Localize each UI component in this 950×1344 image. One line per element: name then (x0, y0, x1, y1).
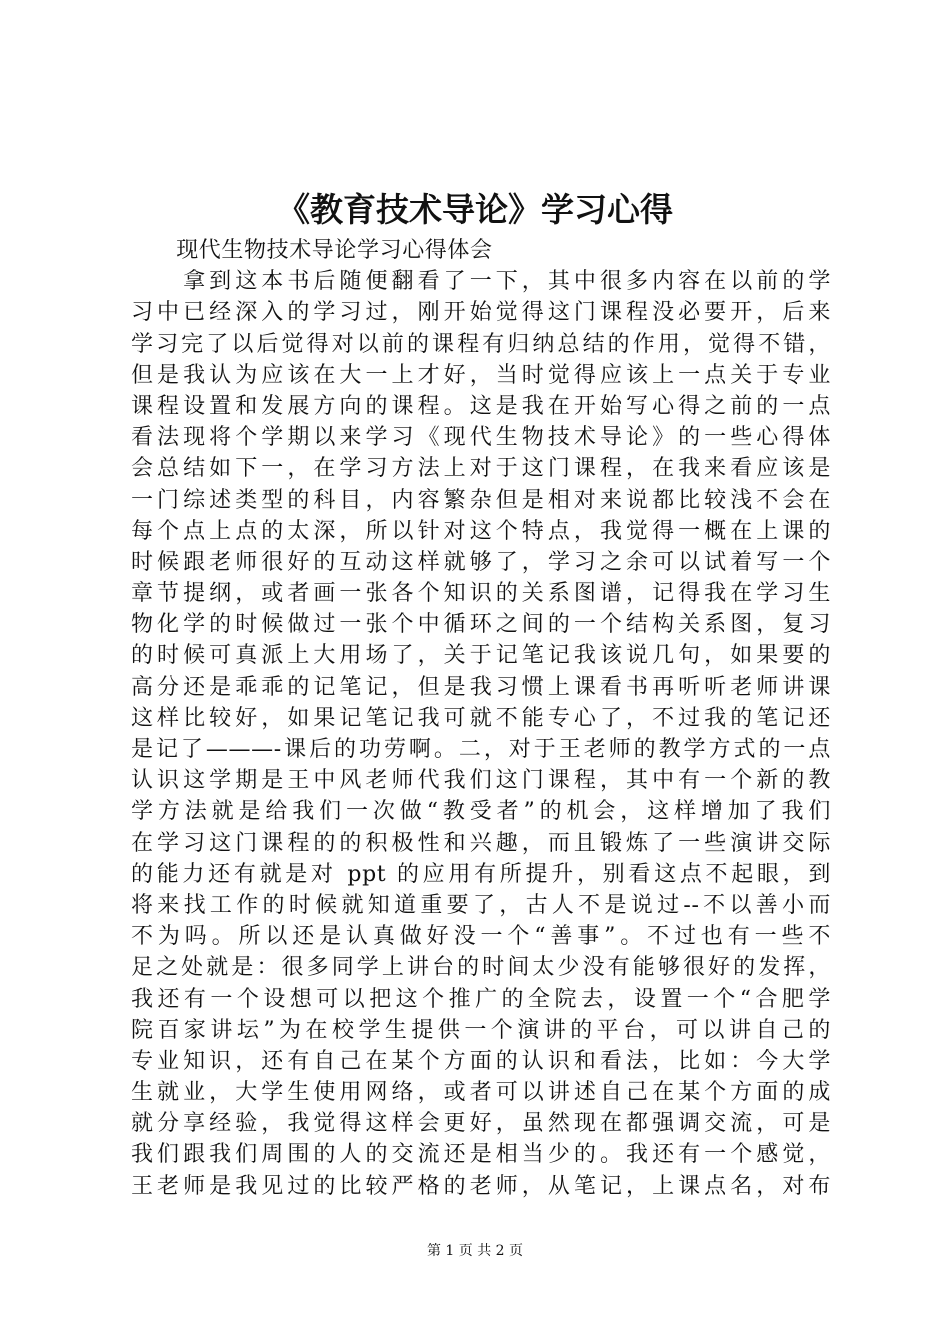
body-line: 将来找工作的时候就知道重要了，古人不是说过--不以善小而 (131, 892, 831, 918)
body-line: 专业知识，还有自己在某个方面的认识和看法，比如：今大学 (131, 1048, 831, 1074)
body-line: 时候跟老师很好的互动这样就够了，学习之余可以试着写一个 (131, 549, 831, 575)
body-line: 习中已经深入的学习过，刚开始觉得这门课程没必要开，后来 (131, 300, 831, 326)
page-title: 《教育技术导论》学习心得 (277, 190, 673, 229)
body-line: 我们跟我们周围的人的交流还是相当少的。我还有一个感觉， (131, 1142, 831, 1168)
body-line: 我还有一个设想可以把这个推广的全院去，设置一个“合肥学 (131, 986, 831, 1012)
body-line: 课程设置和发展方向的课程。这是我在开始写心得之前的一点 (131, 393, 831, 419)
body-line: 会总结如下一，在学习方法上对于这门课程，在我来看应该是 (131, 456, 831, 482)
document-body (131, 235, 831, 1202)
body-line: 是记了———-课后的功劳啊。二，对于王老师的教学方式的一点 (131, 737, 831, 762)
body-line: 在学习这门课程的的积极性和兴趣，而且锻炼了一些演讲交际 (131, 830, 831, 856)
body-line: 每个点上点的太深，所以针对这个特点，我觉得一概在上课的 (131, 518, 831, 544)
body-line: 就分享经验，我觉得这样会更好，虽然现在都强调交流，可是 (131, 1111, 831, 1137)
body-line: 拿到这本书后随便翻看了一下，其中很多内容在以前的学 (131, 269, 831, 295)
body-line: 的能力还有就是对 ppt 的应用有所提升，别看这点不起眼，到 (131, 861, 831, 887)
body-line: 学习完了以后觉得对以前的课程有归纳总结的作用，觉得不错， (131, 331, 831, 357)
page-footer: 第 1 页 共 2 页 (426, 1243, 524, 1259)
body-line: 足之处就是：很多同学上讲台的时间太少没有能够很好的发挥， (131, 955, 831, 981)
body-line: 王老师是我见过的比较严格的老师，从笔记，上课点名，对布 (131, 1173, 831, 1199)
body-line: 章节提纲，或者画一张各个知识的关系图谱，记得我在学习生 (131, 581, 831, 607)
body-line: 现代生物技术导论学习心得体会 (131, 238, 493, 263)
body-line: 这样比较好，如果记笔记我可就不能专心了，不过我的笔记还 (131, 705, 831, 731)
body-line: 但是我认为应该在大一上才好，当时觉得应该上一点关于专业 (131, 362, 831, 388)
body-line: 生就业，大学生使用网络，或者可以讲述自己在某个方面的成 (131, 1080, 831, 1106)
body-line: 物化学的时候做过一张个中循环之间的一个结构关系图，复习 (131, 612, 831, 638)
body-line: 院百家讲坛”为在校学生提供一个演讲的平台，可以讲自己的 (131, 1017, 831, 1043)
body-line: 认识这学期是王中风老师代我们这门课程，其中有一个新的教 (131, 768, 831, 794)
body-line: 学方法就是给我们一次做“教受者”的机会，这样增加了我们 (131, 799, 831, 825)
body-line: 一门综述类型的科目，内容繁杂但是相对来说都比较浅不会在 (131, 487, 831, 513)
body-line: 不为吗。所以还是认真做好没一个“善事”。不过也有一些不 (131, 924, 831, 950)
body-line: 高分还是乖乖的记笔记，但是我习惯上课看书再听听老师讲课 (131, 674, 831, 700)
body-line: 的时候可真派上大用场了，关于记笔记我该说几句，如果要的 (131, 643, 831, 669)
body-line: 看法现将个学期以来学习《现代生物技术导论》的一些心得体 (131, 425, 831, 451)
